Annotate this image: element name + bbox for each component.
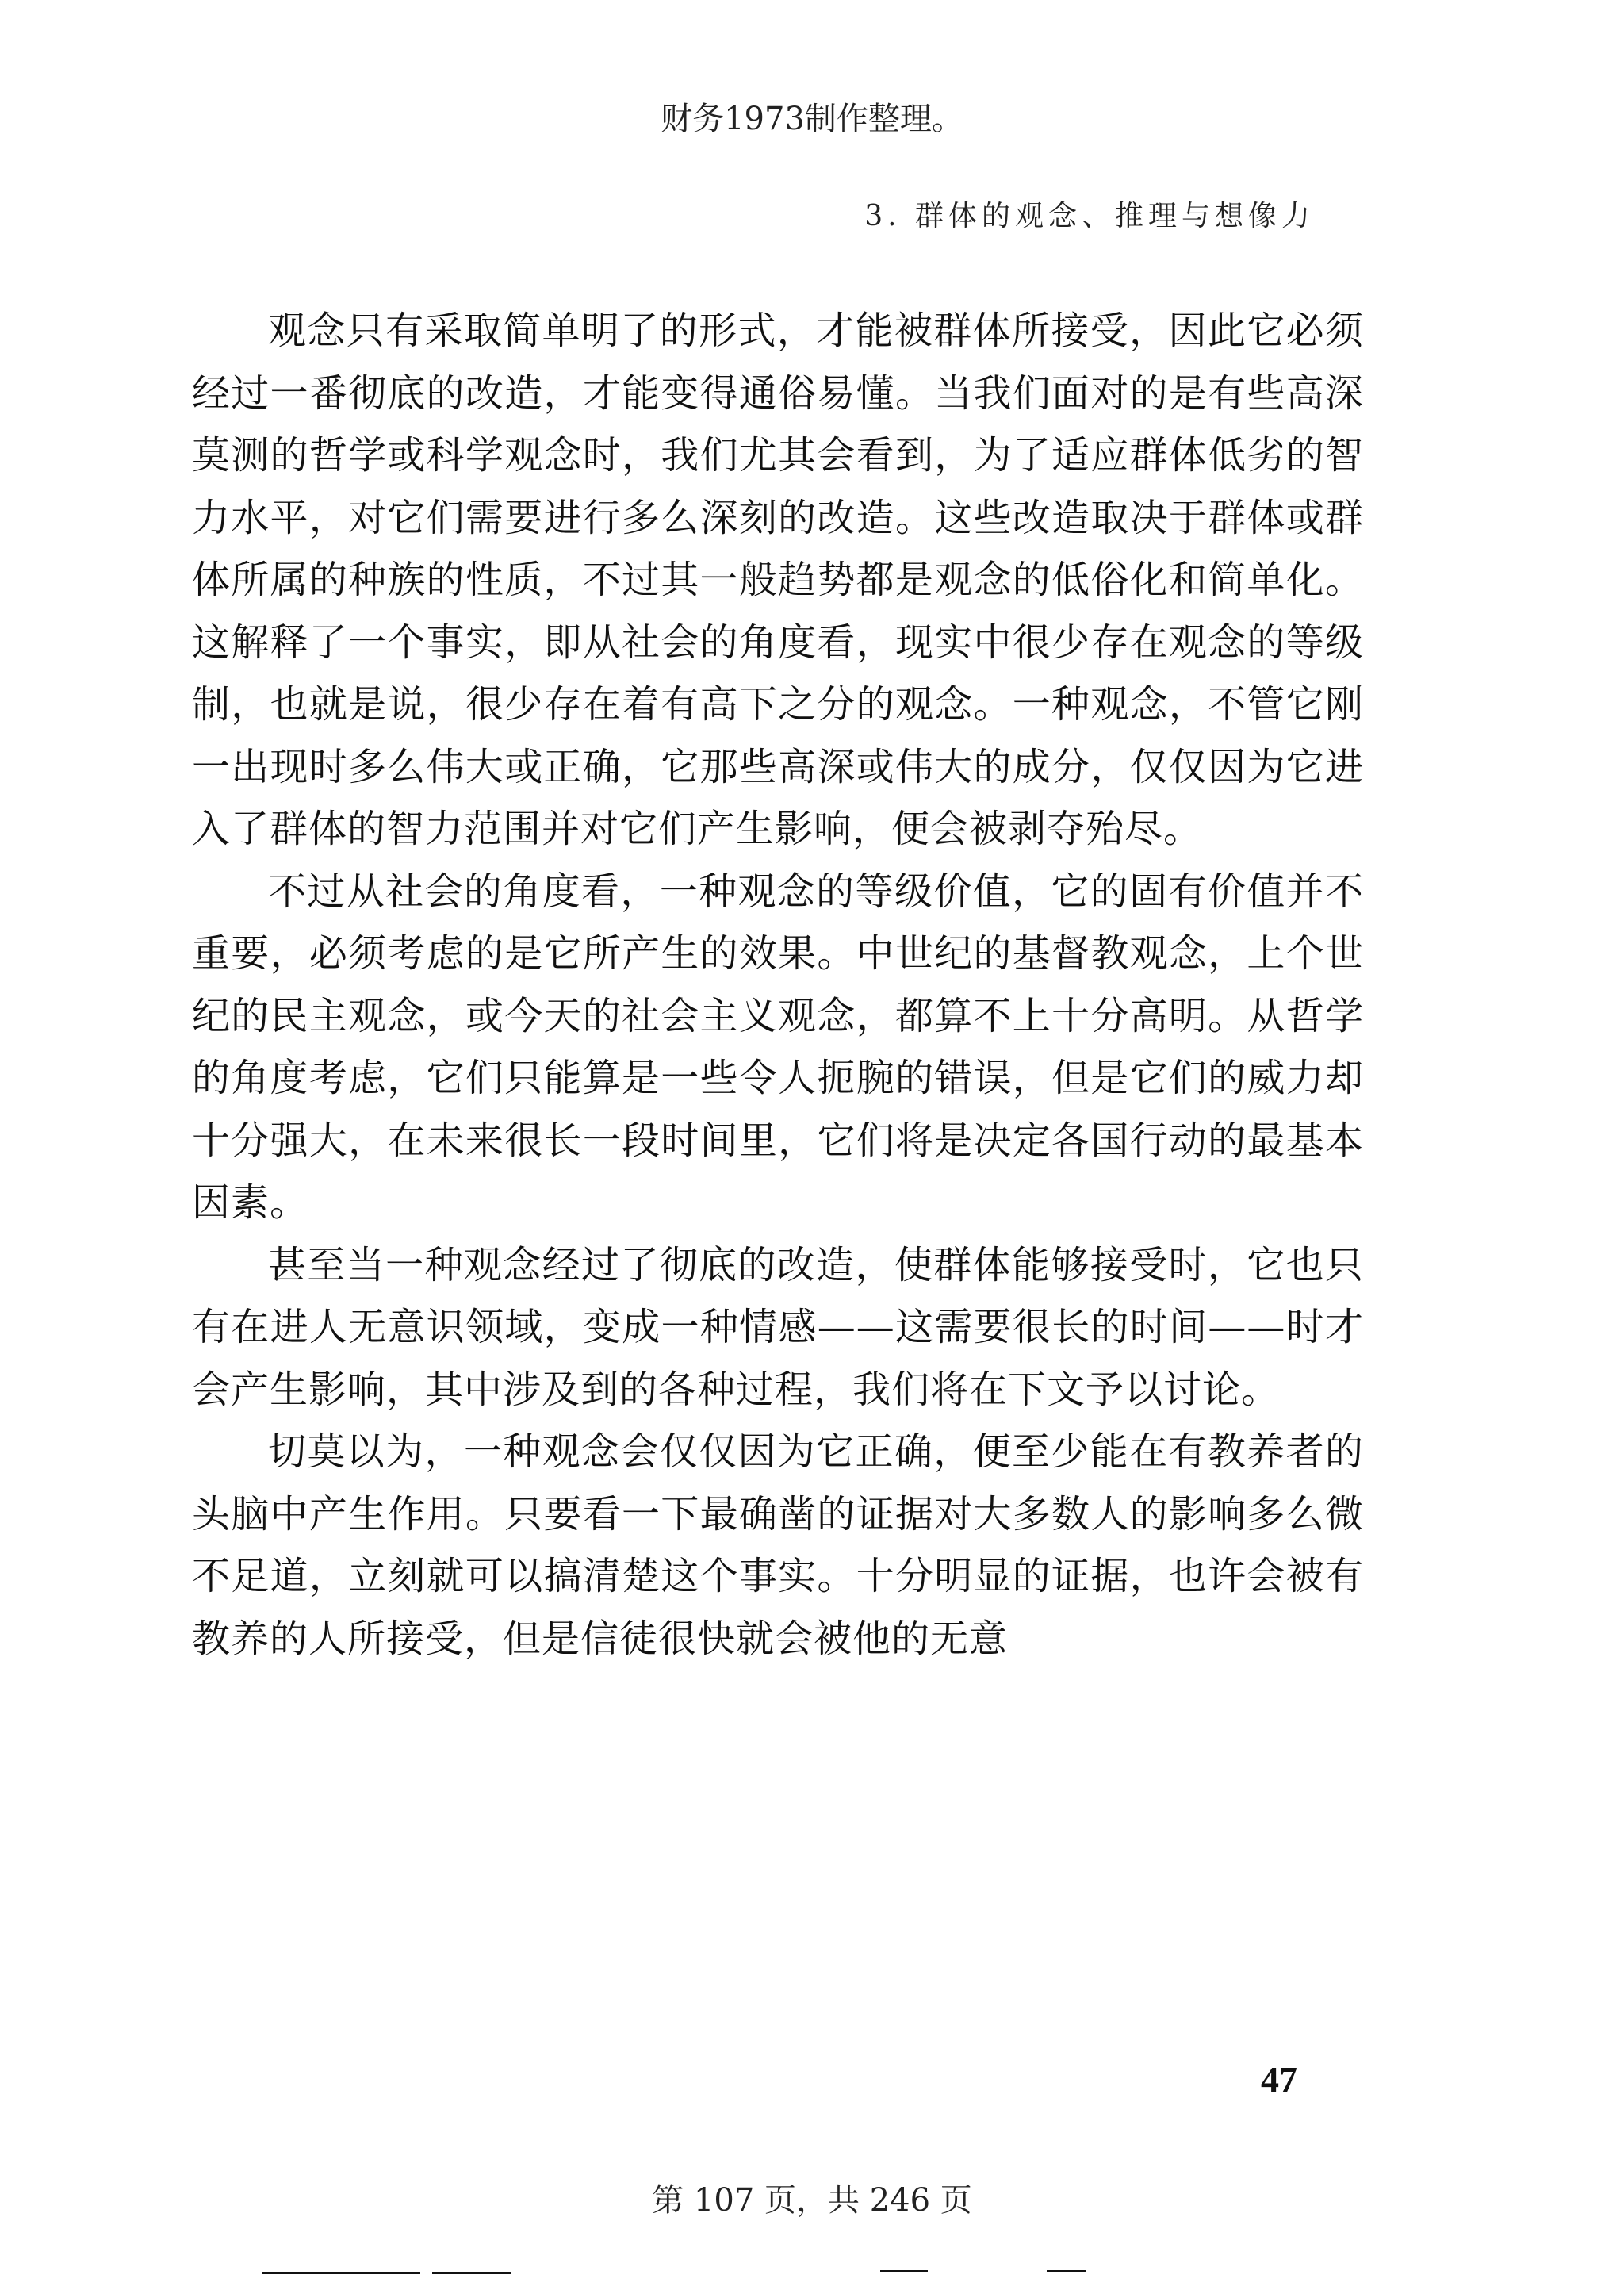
paragraph: 不过从社会的角度看，一种观念的等级价值，它的固有价值并不重要，必须考虑的是它所产生的效果。中世纪的基督教观念，上个世纪的民主观念，或今天的社会主义观念，都算不上十分高明。从哲学的角度考虑，它们只能算是一些令人扼腕的错误，但是它们的威力却十分强大，在未来很长一段时间里，它们将是决定各国行动的最基本因素。 — [192, 869, 1364, 1225]
scan-artifact-line — [432, 2272, 511, 2274]
paragraph: 观念只有采取简单明了的形式，才能被群体所接受，因此它必须经过一番彻底的改造，才能变得通俗易懂。当我们面对的是有些高深莫测的哲学或科学观念时，我们尤其会看到，为了适应群体低劣的智力水平，对它们需要进行多么深刻的改造。这些改造取决于群体或群体所属的种族的性质，不过其一般趋势都是观念的低俗化和简单化。这解释了一个事实，即从社会的角度看，现实中很少存在观念的等级制，也就是说，很少存在着有高下之分的观念。一种观念，不管它刚一出现时多么伟大或正确，它那些高深或伟大的成分，仅仅因为它进入了群体的智力范围并对它们产生影响，便会被剥夺殆尽。 — [192, 309, 1364, 851]
scan-artifact-line — [1047, 2270, 1086, 2272]
footer-page-count: 第 107 页，共 246 页 — [652, 2182, 972, 2219]
paragraph: 甚至当一种观念经过了彻底的改造，使群体能够接受时，它也只有在进人无意识领域，变成一种情感——这需要很长的时间——时才会产生影响，其中涉及到的各种过程，我们将在下文予以讨论。 — [192, 1242, 1364, 1412]
paragraph: 切莫以为，一种观念会仅仅因为它正确，便至少能在有教养者的头脑中产生作用。只要看一下最确凿的证据对大多数人的影响多么微不足道，立刻就可以搞清楚这个事实。十分明显的证据，也许会被有教养的人所接受，但是信徒很快就会被他的无意 — [192, 1429, 1364, 1661]
scan-artifact-line — [262, 2272, 420, 2274]
section-header: 3. 群体的观念、推理与想像力 — [864, 200, 1315, 232]
scan-artifact-line — [880, 2270, 928, 2272]
page-number: 47 — [1261, 2059, 1297, 2100]
body-text — [192, 300, 1364, 1670]
watermark-text: 财务1973制作整理。 — [661, 101, 963, 137]
